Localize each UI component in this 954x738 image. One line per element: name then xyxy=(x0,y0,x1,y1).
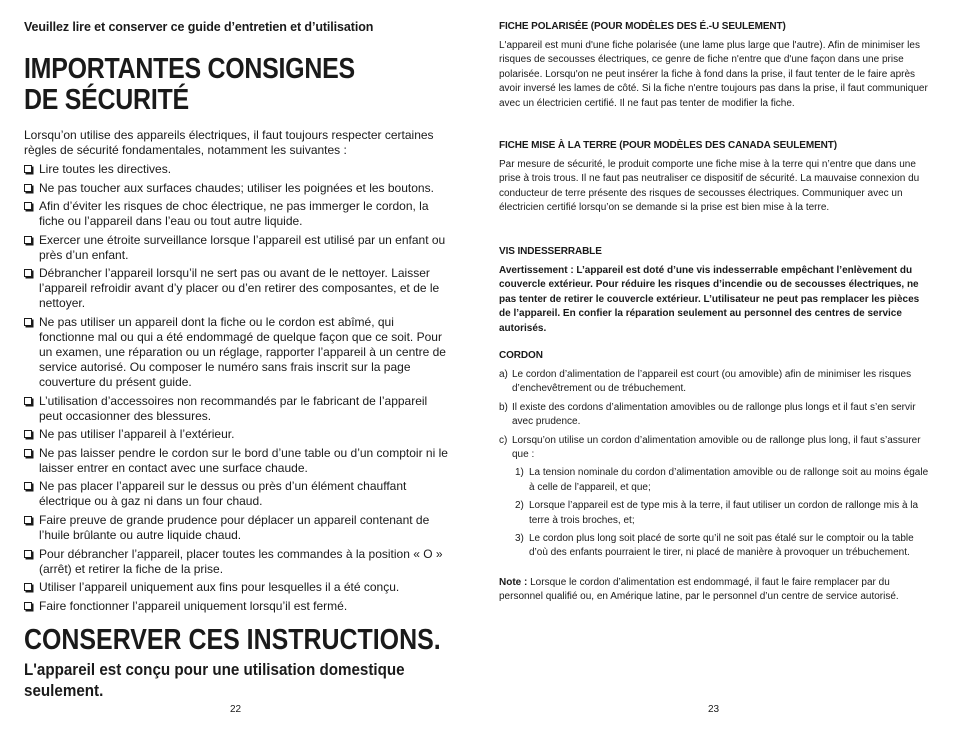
list-item xyxy=(499,434,929,561)
checkbox-bullet-icon xyxy=(24,516,32,524)
list-item-text: Afin d’éviter les risques de choc électrique, ne pas immerger le cordon, la fiche ou l’appareil dans l’eau ou tout autre liquide. xyxy=(39,199,429,229)
household-use-subtitle: L'appareil est conçu pour une utilisation domestique seulement. xyxy=(24,661,405,700)
cord-list xyxy=(499,368,929,565)
intro-paragraph: Lorsqu’on utilise des appareils électriques, il faut toujours respecter certaines règles de sécurité fondamentales, notamment les suivantes : xyxy=(24,128,434,157)
checkbox-bullet-icon xyxy=(24,602,32,610)
note-text: Lorsque le cordon d’alimentation est endommagé, il faut le faire remplacer par du personnel qualifié ou, en Amérique latine, par le personnel d’un centre de service autorisé. xyxy=(499,577,899,602)
safety-title-line1: IMPORTANTES CONSIGNES xyxy=(24,53,355,85)
list-item-text: Ne pas laisser pendre le cordon sur le bord d’une table ou d’un comptoir ni le laisser entrer en contact avec une surface chaude. xyxy=(39,445,448,475)
tamper-screw-warning: Avertissement : L’appareil est doté d’une vis indesserrable empêchant l’enlèvement du couvercle extérieur. Pour réduire les risques d’incendie ou de secousses électriques, ne pas tenter de retirer le couvercle extérieur. L’utilisateur ne peut pas remplacer les pièces de l’appareil. En confier la réparation seulement au personnel des centres de service autorisés. xyxy=(499,265,920,334)
tamper-screw-heading: VIS INDESSERRABLE xyxy=(499,246,602,257)
right-page xyxy=(499,0,929,738)
list-item-text: L’utilisation d’accessoires non recommandés par le fabricant de l’appareil peut occasionner des blessures. xyxy=(39,393,428,423)
checkbox-bullet-icon xyxy=(24,430,32,438)
sub-list-item-text: Le cordon plus long soit placé de sorte qu’il ne soit pas étalé sur le comptoir ou la table d’où des enfants pourraient le tirer, ni placé de manière à provoquer un trébuchement. xyxy=(529,533,914,559)
list-item xyxy=(24,513,452,543)
list-item xyxy=(24,547,452,577)
list-item xyxy=(499,401,929,430)
list-item-text: Pour débrancher l’appareil, placer toutes les commandes à la position « O » (arrêt) et retirer la fiche de la prise. xyxy=(39,546,443,576)
grounded-plug-heading: FICHE MISE À LA TERRE (POUR MODÈLES DES CANADA SEULEMENT) xyxy=(499,140,838,151)
list-item-text: Ne pas utiliser l’appareil à l’extérieur. xyxy=(39,427,235,442)
list-item xyxy=(24,599,452,614)
list-item xyxy=(24,479,452,509)
checkbox-bullet-icon xyxy=(24,449,32,457)
list-item xyxy=(24,199,452,229)
sub-list-item-text: La tension nominale du cordon d’alimentation amovible ou de rallonge soit au moins égale à celle de l’appareil, et que; xyxy=(529,467,929,493)
checkbox-bullet-icon xyxy=(24,482,32,490)
list-item-text: Il existe des cordons d’alimentation amovibles ou de rallonge plus longs et il faut s’en servir avec prudence. xyxy=(512,401,916,428)
checkbox-bullet-icon xyxy=(24,318,32,326)
list-item-label: c) xyxy=(499,434,508,446)
checkbox-bullet-icon xyxy=(24,269,32,277)
list-item xyxy=(24,233,452,263)
list-item xyxy=(24,446,452,476)
page-number: 23 xyxy=(708,704,720,715)
checkbox-bullet-icon xyxy=(24,397,32,405)
keep-instructions-title: CONSERVER CES INSTRUCTIONS. xyxy=(24,624,441,656)
list-item-text: Ne pas toucher aux surfaces chaudes; utiliser les poignées et les boutons. xyxy=(39,180,434,195)
list-item-text: Lorsqu’on utilise un cordon d’alimentation amovible ou de rallonge plus long, il faut s’assurer que : xyxy=(512,434,921,461)
intro-heading: Veuillez lire et conserver ce guide d’entretien et d’utilisation xyxy=(24,20,374,34)
cord-heading: CORDON xyxy=(499,350,543,361)
list-item xyxy=(24,580,452,595)
grounded-plug-text: Par mesure de sécurité, le produit comporte une fiche mise à la terre qui n’entre que dans une prise à trois trous. Il ne faut pas neutraliser ce dispositif de sécurité. La mauvaise connexion du conducteur de terre présente des risques de secousses électriques. Communiquer avec un électricien certifié lorsqu’on se demande si la prise est bien mise à la terre. xyxy=(499,159,920,214)
sub-list-item xyxy=(512,532,929,561)
safety-list xyxy=(24,162,452,617)
checkbox-bullet-icon xyxy=(24,583,32,591)
cord-note xyxy=(499,576,929,603)
safety-title xyxy=(24,54,355,116)
checkbox-bullet-icon xyxy=(24,236,32,244)
sub-list-item-label: 2) xyxy=(515,500,524,512)
list-item-text: Exercer une étroite surveillance lorsque l’appareil est utilisé par un enfant ou près d’un enfant. xyxy=(39,232,446,262)
list-item-text: Le cordon d’alimentation de l’appareil est court (ou amovible) afin de minimiser les risques d’enchevêtrement ou de trébuchement. xyxy=(512,369,912,395)
list-item-text: Ne pas utiliser un appareil dont la fiche ou le cordon est abîmé, qui fonctionne mal ou qui a été endommagé de quelque façon que ce soit. Pour un examen, une réparation ou un réglage, rapporter l’appareil à un centre de service autorisé. Ou composer le numéro sans frais inscrit sur la page couverture du présent guide. xyxy=(39,314,446,389)
list-item-text: Ne pas placer l’appareil sur le dessus ou près d’un élément chauffant électrique ou à gaz ni dans un four chaud. xyxy=(39,479,407,509)
sub-list-item-label: 1) xyxy=(515,467,524,479)
sub-list-item xyxy=(512,466,929,495)
list-item-text: Lire toutes les directives. xyxy=(39,162,172,176)
left-page xyxy=(24,0,452,738)
safety-title-line2: DE SÉCURITÉ xyxy=(24,84,189,116)
page-number: 22 xyxy=(230,704,242,715)
list-item-text: Utiliser l’appareil uniquement aux fins pour lesquelles il a été conçu. xyxy=(39,580,400,595)
list-item-text: Faire preuve de grande prudence pour déplacer un appareil contenant de l’huile brûlante ou autre liquide chaud. xyxy=(39,512,430,542)
polarized-plug-heading: FICHE POLARISÉE (POUR MODÈLES DES É.-U SEULEMENT) xyxy=(499,21,786,32)
cord-sub-list xyxy=(512,466,929,560)
checkbox-bullet-icon xyxy=(24,165,32,173)
list-item xyxy=(24,427,452,442)
list-item xyxy=(24,394,452,424)
note-label: Note : xyxy=(499,577,528,588)
list-item-text: Faire fonctionner l’appareil uniquement lorsqu’il est fermé. xyxy=(39,598,348,613)
list-item xyxy=(24,315,452,390)
sub-list-item xyxy=(512,499,929,528)
polarized-plug-text: L'appareil est muni d'une fiche polarisée (une lame plus large que l'autre). Afin de minimiser les risques de secousses électriques, ce genre de fiche n'entre que d'une façon dans une prise polarisée. Lorsqu'on ne peut insérer la fiche à fond dans la prise, il faut tenter de le faire après avoir inversé les lames de côté. Si la fiche n'entre toujours pas dans la prise, il faut communiquer avec un électricien certifié. Il ne faut pas tenter de modifier la fiche. xyxy=(499,40,928,109)
list-item-text: Débrancher l’appareil lorsqu’il ne sert pas ou avant de le nettoyer. Laisser l’appareil refroidir avant d’y placer ou d’en retirer des composantes, et de le nettoyer. xyxy=(39,266,440,311)
sub-list-item-text: Lorsque l’appareil est de type mis à la terre, il faut utiliser un cordon de rallonge mis à la terre à trois broches, et; xyxy=(529,500,919,526)
list-item xyxy=(24,266,452,311)
list-item-label: a) xyxy=(499,369,508,380)
list-item-label: b) xyxy=(499,401,508,413)
sub-list-item-label: 3) xyxy=(515,533,524,545)
list-item xyxy=(24,181,452,196)
checkbox-bullet-icon xyxy=(24,202,32,210)
checkbox-bullet-icon xyxy=(24,550,32,558)
checkbox-bullet-icon xyxy=(24,184,32,192)
list-item xyxy=(24,162,452,177)
list-item xyxy=(499,368,929,397)
